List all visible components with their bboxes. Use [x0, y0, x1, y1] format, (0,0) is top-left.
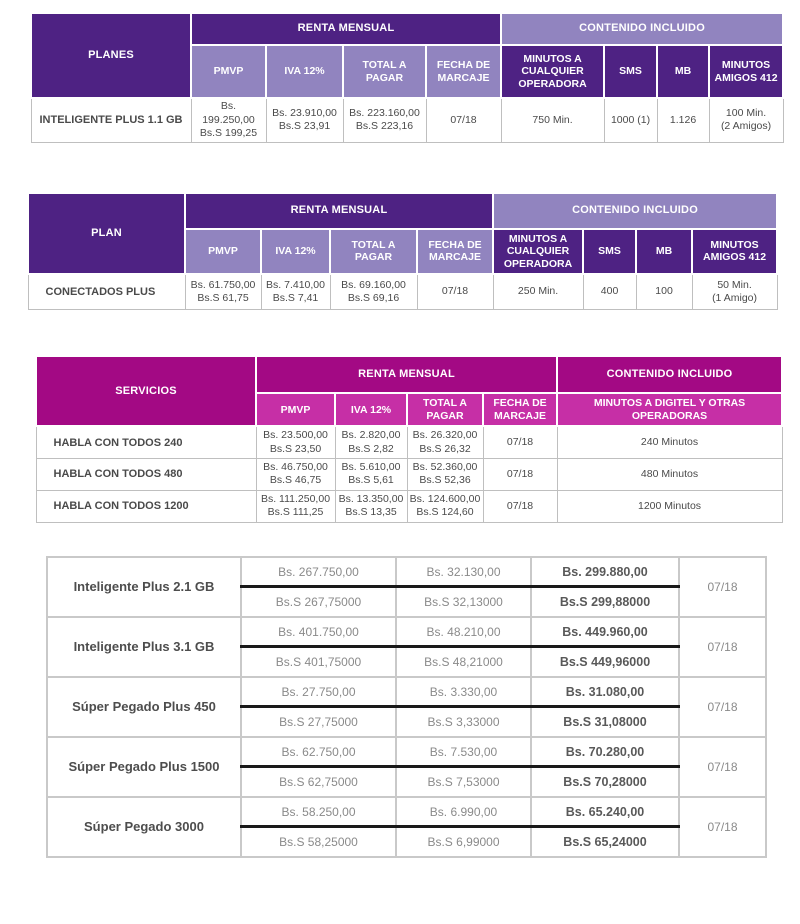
- value-line: 480 Minutos: [640, 467, 699, 480]
- column-header-mb: MB: [636, 229, 692, 274]
- table-row: [47, 797, 766, 827]
- iva-bss-cell: Bs.S 32,13000: [396, 587, 531, 617]
- column-header-minutos: MINUTOS A CUALQUIER OPERADORA: [493, 229, 583, 274]
- column-header-pmvp: PMVP: [191, 45, 266, 98]
- value-line: Bs.S 199,25: [199, 127, 258, 140]
- value-line: 1.126: [669, 113, 697, 126]
- value-line: Bs. 223.160,00: [349, 106, 420, 119]
- plan-name-cell: Súper Pegado Plus 1500: [47, 737, 241, 797]
- value-cell: [657, 98, 709, 142]
- value-cell: [256, 490, 335, 522]
- value-line: 100 Min.: [725, 106, 767, 119]
- value-line: Bs.S 52,36: [419, 474, 471, 487]
- value-line: 07/18: [506, 435, 534, 448]
- fecha-marcaje-cell: 07/18: [679, 677, 766, 737]
- value-cell: [636, 274, 692, 310]
- group-header-renta-mensual: RENTA MENSUAL: [185, 193, 493, 229]
- value-line: 400: [600, 285, 619, 298]
- value-cell: [493, 274, 583, 310]
- total-bss-cell: Bs.S 31,08000: [531, 707, 679, 737]
- column-header-pmvp: PMVP: [256, 393, 335, 426]
- value-line: 1200 Minutos: [638, 499, 702, 512]
- value-line: Bs. 69.160,00: [341, 278, 406, 291]
- total-bs-cell: Bs. 31.080,00: [531, 677, 679, 707]
- plan-name-cell: Inteligente Plus 2.1 GB: [47, 557, 241, 617]
- iva-bss-cell: Bs.S 48,21000: [396, 647, 531, 677]
- column-header-amigos: MINUTOS AMIGOS 412: [692, 229, 777, 274]
- pmvp-bs-cell: Bs. 401.750,00: [241, 617, 396, 647]
- plan-name-cell: Súper Pegado 3000: [47, 797, 241, 857]
- column-header-fecha: FECHA DE MARCAJE: [417, 229, 493, 274]
- value-cell: [483, 490, 557, 522]
- value-cell: [604, 98, 657, 142]
- value-line: Bs.S 5,61: [348, 474, 394, 487]
- value-line: Bs. 26.320,00: [412, 429, 478, 442]
- pmvp-bss-cell: Bs.S 62,75000: [241, 767, 396, 797]
- value-line: (1 Amigo): [712, 292, 757, 305]
- value-cell: [483, 426, 557, 458]
- fecha-marcaje-cell: 07/18: [679, 557, 766, 617]
- value-cell: [185, 274, 261, 310]
- value-line: Bs.S 69,16: [347, 292, 400, 305]
- pmvp-bss-cell: Bs.S 267,75000: [241, 587, 396, 617]
- iva-bss-cell: Bs.S 7,53000: [396, 767, 531, 797]
- value-line: 07/18: [506, 467, 534, 480]
- total-bs-cell: Bs. 449.960,00: [531, 617, 679, 647]
- value-line: Bs.S 2,82: [348, 442, 394, 455]
- value-line: Bs.S 7,41: [272, 292, 319, 305]
- plan-table: [27, 192, 778, 311]
- value-cell: [709, 98, 783, 142]
- column-header-sms: SMS: [604, 45, 657, 98]
- total-bss-cell: Bs.S 70,28000: [531, 767, 679, 797]
- value-line: Bs. 23.500,00: [263, 429, 328, 442]
- pmvp-bs-cell: Bs. 62.750,00: [241, 737, 396, 767]
- total-bss-cell: Bs.S 299,88000: [531, 587, 679, 617]
- value-cell: [557, 426, 782, 458]
- value-cell: [335, 426, 407, 458]
- table-row: [47, 617, 766, 647]
- value-cell: [583, 274, 636, 310]
- value-line: Bs.S 46,75: [269, 474, 322, 487]
- group-header-renta-mensual: RENTA MENSUAL: [256, 356, 557, 393]
- table-row: [47, 677, 766, 707]
- plan-name-cell: Inteligente Plus 3.1 GB: [47, 617, 241, 677]
- table-row: [31, 98, 783, 142]
- column-header-iva: IVA 12%: [335, 393, 407, 426]
- value-line: Bs. 2.820,00: [341, 429, 401, 442]
- value-line: Bs. 23.910,00: [272, 106, 337, 119]
- column-header-minutos: MINUTOS A CUALQUIER OPERADORA: [501, 45, 604, 98]
- value-line: 240 Minutos: [640, 435, 699, 448]
- value-cell: [407, 426, 483, 458]
- value-line: Bs. 124.600,00: [409, 492, 481, 505]
- value-line: Bs. 46.750,00: [263, 460, 328, 473]
- value-line: Bs.S 124,60: [416, 506, 474, 519]
- group-header-contenido-incluido: CONTENIDO INCLUIDO: [493, 193, 777, 229]
- value-cell: [191, 98, 266, 142]
- table-row: [47, 557, 766, 587]
- iva-bs-cell: Bs. 3.330,00: [396, 677, 531, 707]
- column-header-fecha: FECHA DE MARCAJE: [426, 45, 501, 98]
- column-header-iva: IVA 12%: [266, 45, 343, 98]
- plan-name-cell: CONECTADOS PLUS: [28, 274, 185, 310]
- value-cell: [692, 274, 777, 310]
- iva-bs-cell: Bs. 6.990,00: [396, 797, 531, 827]
- value-line: Bs.S 223,16: [355, 120, 414, 133]
- value-line: Bs. 111.250,00: [260, 492, 331, 505]
- fecha-marcaje-cell: 07/18: [679, 797, 766, 857]
- value-line: 100: [655, 285, 673, 298]
- total-bs-cell: Bs. 70.280,00: [531, 737, 679, 767]
- plan-name-cell: HABLA CON TODOS 480: [36, 458, 256, 490]
- value-line: Bs. 13.350,00: [338, 492, 404, 505]
- total-bs-cell: Bs. 65.240,00: [531, 797, 679, 827]
- iva-bs-cell: Bs. 7.530,00: [396, 737, 531, 767]
- value-line: Bs.S 61,75: [197, 292, 249, 305]
- value-cell: [407, 490, 483, 522]
- value-line: 250 Min.: [517, 285, 559, 298]
- column-header-total: TOTAL A PAGAR: [343, 45, 426, 98]
- value-cell: [343, 98, 426, 142]
- value-cell: [330, 274, 417, 310]
- plan-name-cell: HABLA CON TODOS 240: [36, 426, 256, 458]
- plan-name-cell: INTELIGENTE PLUS 1.1 GB: [31, 98, 191, 142]
- value-line: 07/18: [506, 499, 534, 512]
- column-header-sms: SMS: [583, 229, 636, 274]
- plan-name-cell: HABLA CON TODOS 1200: [36, 490, 256, 522]
- iva-bss-cell: Bs.S 6,99000: [396, 827, 531, 857]
- value-cell: [501, 98, 604, 142]
- plan-name-cell: Súper Pegado Plus 450: [47, 677, 241, 737]
- value-cell: [417, 274, 493, 310]
- group-header-contenido-incluido: CONTENIDO INCLUIDO: [501, 13, 783, 45]
- corner-header-planes: PLANES: [31, 13, 191, 98]
- column-header-minutos-digitel: MINUTOS A DIGITEL Y OTRAS OPERADORAS: [557, 393, 782, 426]
- table-row: [28, 274, 777, 310]
- planes-table: [30, 12, 784, 143]
- column-header-pmvp: PMVP: [185, 229, 261, 274]
- value-line: Bs. 7.410,00: [266, 278, 325, 291]
- value-line: 07/18: [450, 113, 477, 126]
- servicios-table: [35, 355, 783, 523]
- value-cell: [483, 458, 557, 490]
- iva-bs-cell: Bs. 32.130,00: [396, 557, 531, 587]
- corner-header-servicios: SERVICIOS: [36, 356, 256, 426]
- group-header-renta-mensual: RENTA MENSUAL: [191, 13, 501, 45]
- value-cell: [335, 490, 407, 522]
- table-row: [36, 490, 782, 522]
- fecha-marcaje-cell: 07/18: [679, 617, 766, 677]
- value-line: Bs. 199.250,00: [202, 100, 255, 126]
- column-header-iva: IVA 12%: [261, 229, 330, 274]
- value-line: Bs. 52.360,00: [412, 460, 478, 473]
- corner-header-plan: PLAN: [28, 193, 185, 274]
- value-line: Bs.S 23,50: [269, 442, 322, 455]
- value-line: Bs.S 26,32: [419, 442, 471, 455]
- table-row: [47, 737, 766, 767]
- value-cell: [426, 98, 501, 142]
- value-line: Bs.S 23,91: [278, 120, 331, 133]
- column-header-mb: MB: [657, 45, 709, 98]
- pmvp-bss-cell: Bs.S 401,75000: [241, 647, 396, 677]
- value-cell: [557, 490, 782, 522]
- pmvp-bs-cell: Bs. 58.250,00: [241, 797, 396, 827]
- value-line: 50 Min.: [717, 278, 752, 291]
- value-line: 1000 (1): [610, 113, 651, 126]
- pmvp-bss-cell: Bs.S 27,75000: [241, 707, 396, 737]
- group-header-contenido-incluido: CONTENIDO INCLUIDO: [557, 356, 782, 393]
- value-line: Bs.S 13,35: [345, 506, 397, 519]
- value-cell: [256, 458, 335, 490]
- iva-bss-cell: Bs.S 3,33000: [396, 707, 531, 737]
- value-line: Bs.S 111,25: [267, 506, 324, 519]
- iva-bs-cell: Bs. 48.210,00: [396, 617, 531, 647]
- pmvp-bs-cell: Bs. 27.750,00: [241, 677, 396, 707]
- pmvp-bss-cell: Bs.S 58,25000: [241, 827, 396, 857]
- value-cell: [557, 458, 782, 490]
- value-cell: [256, 426, 335, 458]
- column-header-fecha: FECHA DE MARCAJE: [483, 393, 557, 426]
- column-header-total: TOTAL A PAGAR: [330, 229, 417, 274]
- value-cell: [335, 458, 407, 490]
- fecha-marcaje-cell: 07/18: [679, 737, 766, 797]
- value-line: (2 Amigos): [720, 120, 772, 133]
- total-bss-cell: Bs.S 449,96000: [531, 647, 679, 677]
- total-bs-cell: Bs. 299.880,00: [531, 557, 679, 587]
- column-header-amigos: MINUTOS AMIGOS 412: [709, 45, 783, 98]
- value-cell: [261, 274, 330, 310]
- table-row: [36, 458, 782, 490]
- total-bss-cell: Bs.S 65,24000: [531, 827, 679, 857]
- value-line: Bs. 5.610,00: [341, 460, 401, 473]
- additional-plans-pricing-table: [46, 556, 767, 858]
- column-header-total: TOTAL A PAGAR: [407, 393, 483, 426]
- value-line: Bs. 61.750,00: [190, 278, 256, 291]
- value-cell: [407, 458, 483, 490]
- value-line: 07/18: [441, 285, 469, 298]
- table-row: [36, 426, 782, 458]
- pricing-page: [0, 12, 800, 858]
- value-cell: [266, 98, 343, 142]
- pmvp-bs-cell: Bs. 267.750,00: [241, 557, 396, 587]
- value-line: 750 Min.: [532, 113, 573, 126]
